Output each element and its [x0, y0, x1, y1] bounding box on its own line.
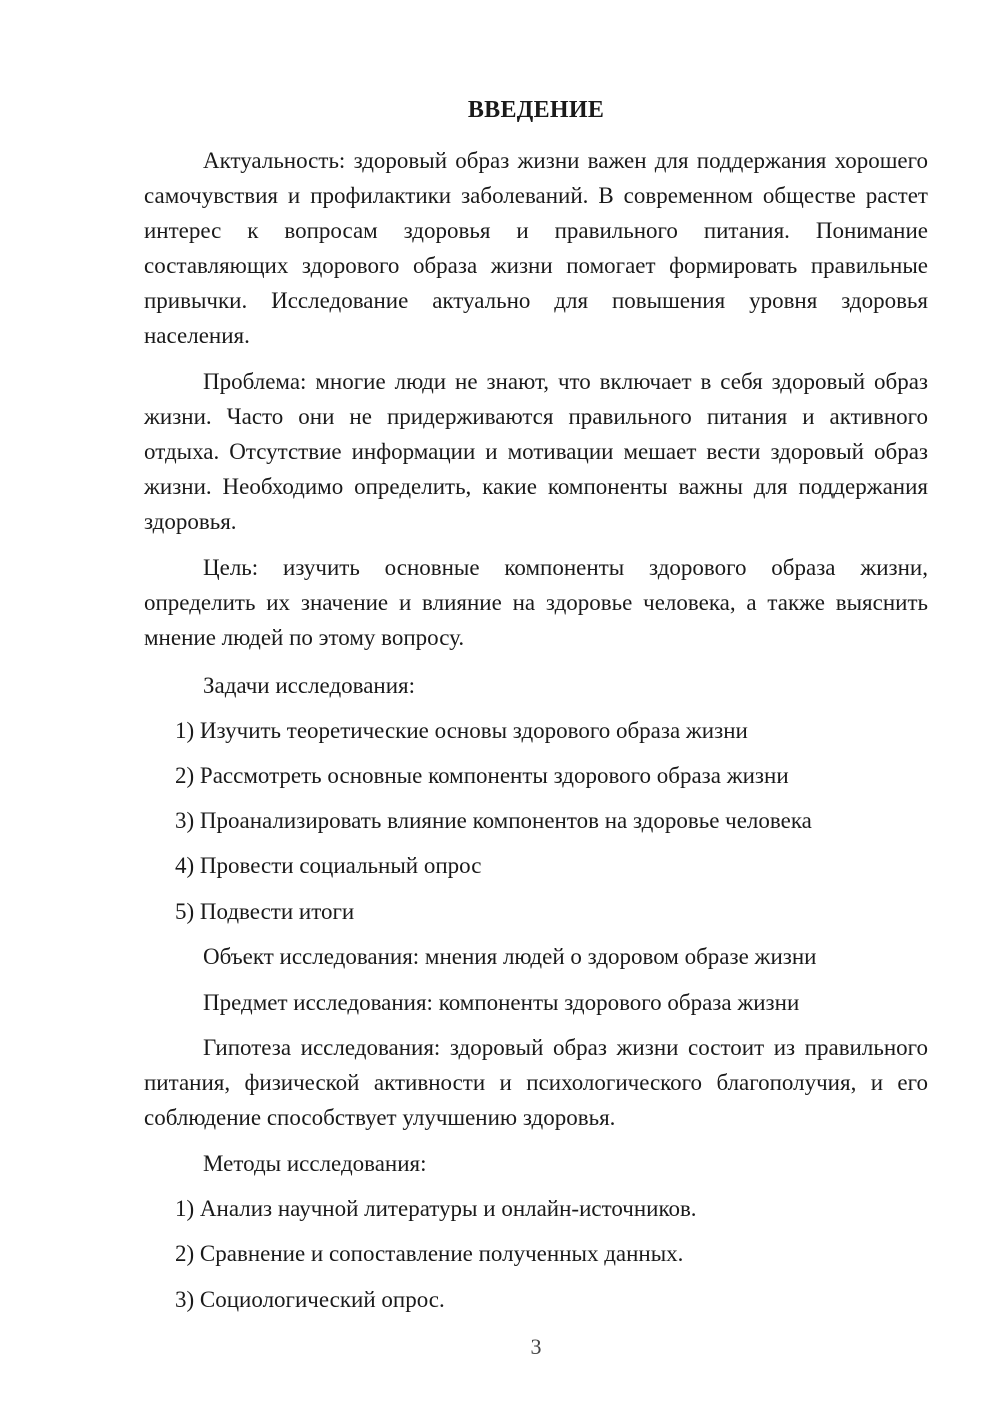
method-item: 2) Сравнение и сопоставление полученных данных.: [175, 1241, 684, 1266]
task-item: 3) Проанализировать влияние компонентов на здоровье человека: [175, 808, 812, 833]
research-object: Объект исследования: мнения людей о здоровом образе жизни: [203, 944, 817, 969]
task-item: 5) Подвести итоги: [175, 899, 355, 924]
task-item: 2) Рассмотреть основные компоненты здорового образа жизни: [175, 763, 789, 788]
problem-paragraph: Проблема: многие люди не знают, что включает в себя здоровый образ жизни. Часто они не придерживаются правильного питания и активного отдыха. Отсутствие информации и мотивации мешает вести здоровый образ жизни. Необходимо определить, какие компоненты важны для поддержания здоровья.: [144, 369, 928, 534]
task-item: 1) Изучить теоретические основы здорового образа жизни: [175, 718, 748, 743]
method-item: 1) Анализ научной литературы и онлайн-источников.: [175, 1196, 697, 1221]
goal-paragraph: Цель: изучить основные компоненты здорового образа жизни, определить их значение и влияние на здоровье человека, а также выяснить мнение людей по этому вопросу.: [144, 555, 928, 650]
page-number: 3: [530, 1334, 542, 1359]
method-item: 3) Социологический опрос.: [175, 1287, 445, 1312]
research-subject: Предмет исследования: компоненты здорового образа жизни: [203, 990, 800, 1015]
tasks-heading: Задачи исследования:: [203, 673, 416, 698]
task-item: 4) Провести социальный опрос: [175, 853, 482, 878]
hypothesis-paragraph: Гипотеза исследования: здоровый образ жизни состоит из правильного питания, физической активности и психологического благополучия, и его соблюдение способствует улучшению здоровья.: [144, 1035, 928, 1130]
relevance-paragraph: Актуальность: здоровый образ жизни важен для поддержания хорошего самочувствия и профилактики заболеваний. В современном обществе растет интерес к вопросам здоровья и правильного питания. Понимание составляющих здорового образа жизни помогает формировать правильные привычки. Исследование актуально для повышения уровня здоровья населения.: [144, 148, 928, 348]
methods-heading: Методы исследования:: [203, 1151, 427, 1176]
section-title: ВВЕДЕНИЕ: [467, 97, 605, 123]
